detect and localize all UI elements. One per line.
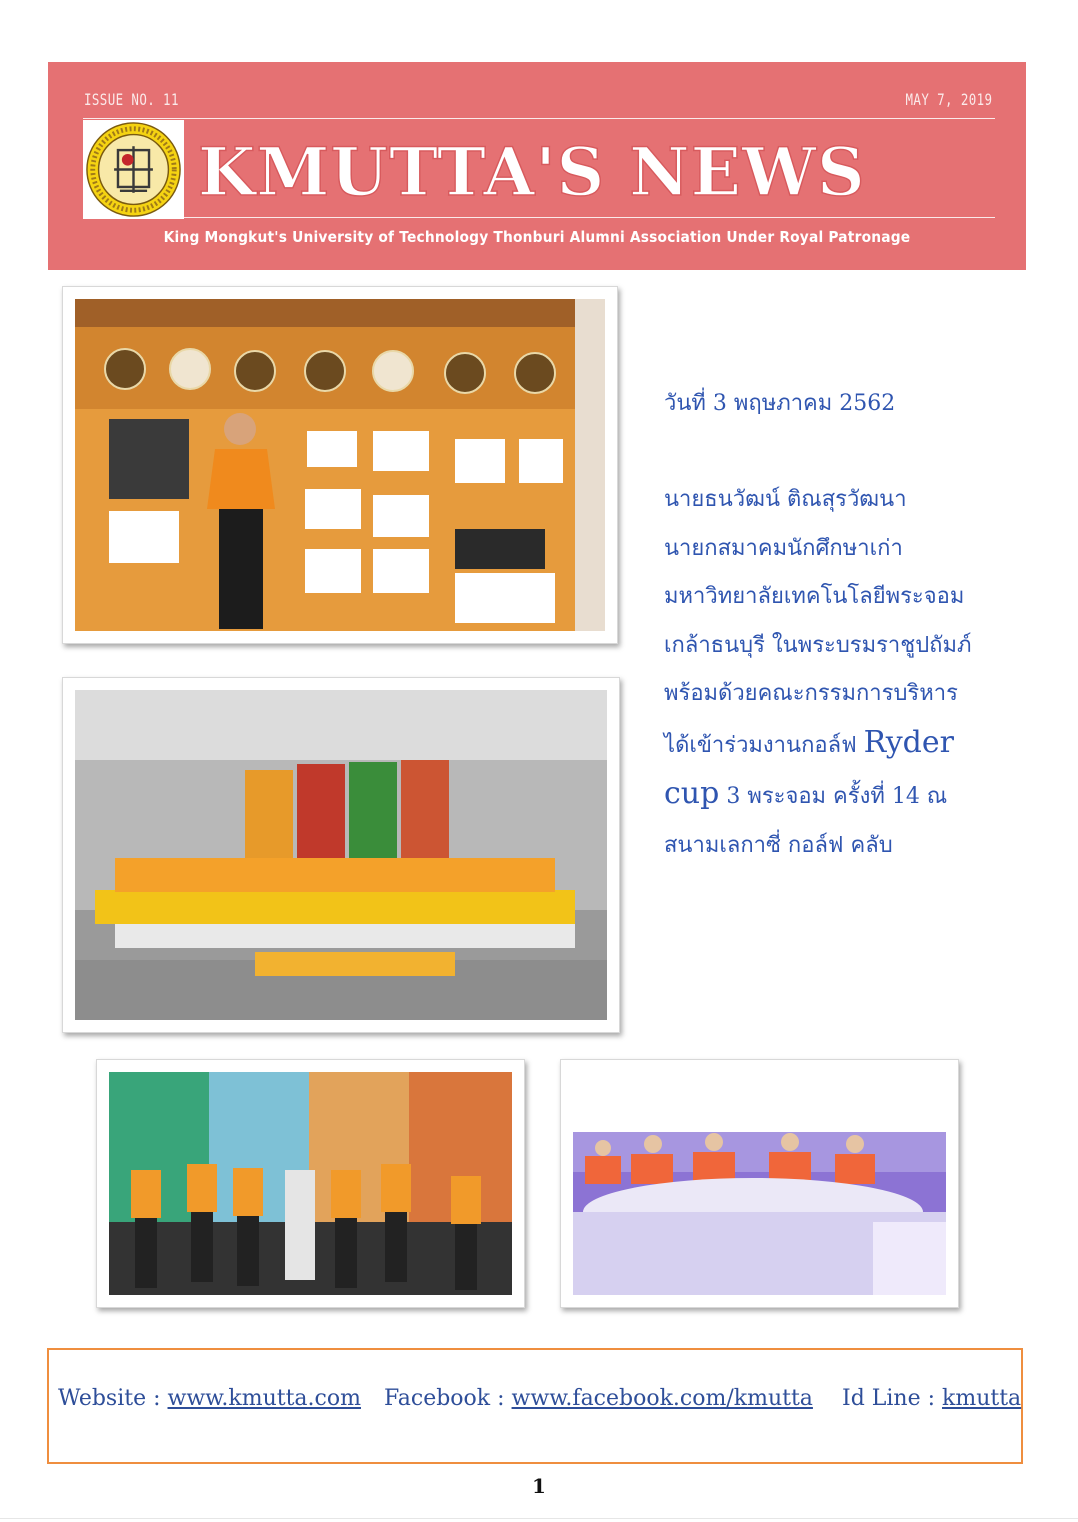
issue-number: ISSUE NO. 11 [84,90,179,109]
newsletter-title: KMUTTA'S NEWS [198,133,866,211]
photo-icon [75,299,605,631]
article-line: 3 พระจอม ครั้งที่ 14 ณ [726,784,948,809]
article-line: สนามเลกาซี่ กอล์ฟ คลับ [664,832,893,858]
photo-icon [75,690,607,1020]
ryder-cup-backdrop-photo [62,286,618,644]
website-link[interactable]: www.kmutta.com [167,1386,361,1411]
article [664,382,1014,870]
article-line: นายกสมาคมนักศึกษาเก่า [664,535,903,561]
photo-icon [573,1072,946,1295]
article-line: นายธนวัฒน์ ติณสุรวัฒนา [664,487,907,512]
facebook-link[interactable]: www.facebook.com/kmutta [511,1386,813,1411]
line-id-link[interactable]: kmutta [942,1386,1022,1411]
footer-contact-box [47,1348,1023,1464]
photo-icon [109,1072,512,1295]
banquet-photo [560,1059,959,1308]
masthead-subtitle: King Mongkut's University of Technology Thonburi Alumni Association Under Royal Patronage [163,228,911,246]
article-line: พร้อมด้วยคณะกรรมการบริหาร [664,681,958,706]
website-contact [58,1386,361,1411]
line-id-label: Id Line : [842,1386,936,1411]
masthead [48,62,1026,270]
issue-date: MAY 7, 2019 [905,90,992,109]
association-seal-icon [85,121,182,218]
group-photo [62,677,620,1033]
article-line: มหาวิทยาลัยเทคโนโลยีพระจอม [664,584,965,609]
masthead-top-rule [83,118,995,119]
page-number: 1 [532,1474,546,1498]
stage-photo [96,1059,525,1308]
article-line: เกล้าธนบุรี ในพระบรมราชูปถัมภ์ [664,632,972,658]
facebook-contact [384,1386,813,1411]
article-line: ได้เข้าร่วมงานกอล์ฟ [664,732,857,758]
website-label: Website : [58,1386,161,1411]
page-bottom-rule [0,1518,1078,1519]
article-line-emphasis: cup [664,776,720,811]
masthead-bottom-rule [184,217,995,218]
logo-box [83,120,184,219]
article-line-emphasis: Ryder [863,724,954,760]
facebook-label: Facebook : [384,1386,505,1411]
article-body [664,476,1014,870]
article-dateline: วันที่ 3 พฤษภาคม 2562 [664,391,896,416]
line-contact [842,1386,1021,1411]
